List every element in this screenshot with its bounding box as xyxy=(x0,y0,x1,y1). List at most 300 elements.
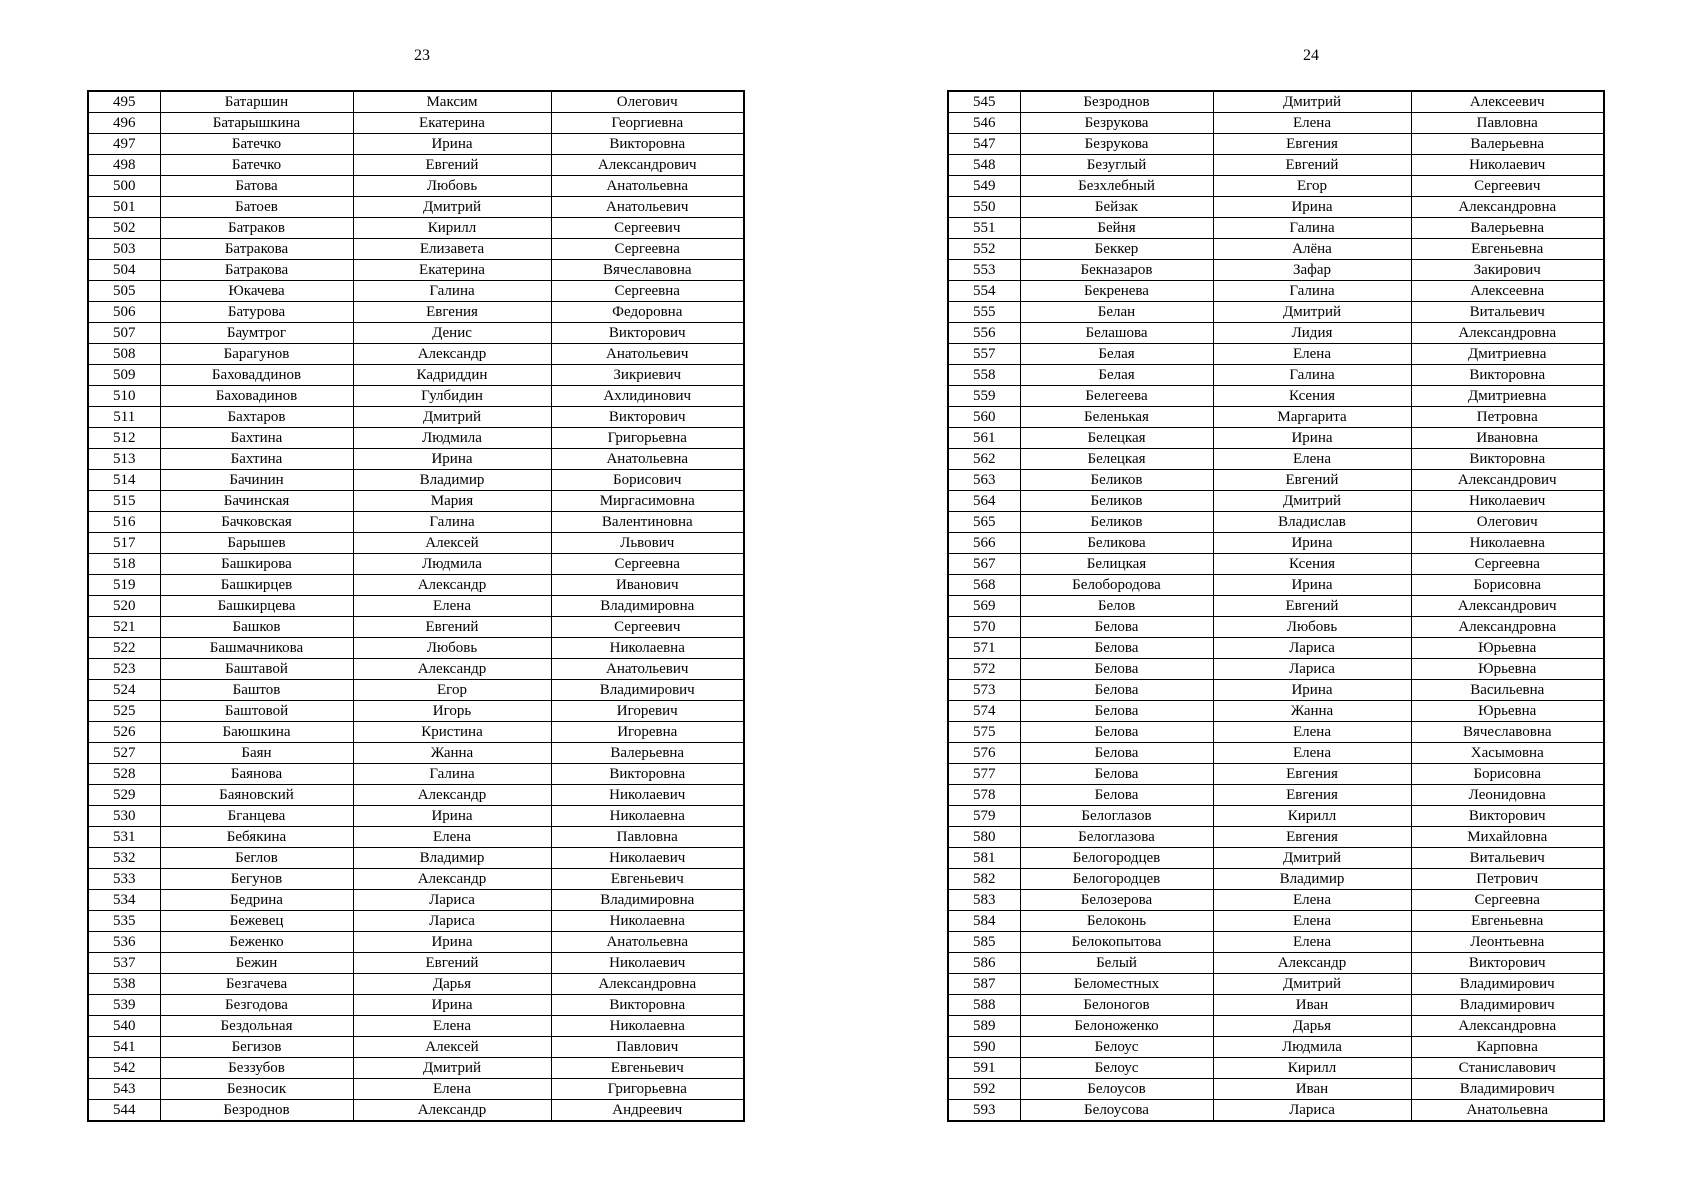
row-number-cell: 579 xyxy=(948,806,1020,827)
patronymic-cell: Валерьевна xyxy=(1411,134,1604,155)
patronymic-cell: Сергеевич xyxy=(551,617,744,638)
table-row xyxy=(948,91,1604,113)
row-number-cell: 557 xyxy=(948,344,1020,365)
row-number-cell: 578 xyxy=(948,785,1020,806)
row-number-cell: 564 xyxy=(948,491,1020,512)
row-number-cell: 567 xyxy=(948,554,1020,575)
patronymic-cell: Ивановна xyxy=(1411,428,1604,449)
row-number-cell: 544 xyxy=(88,1100,160,1122)
patronymic-cell: Зикриевич xyxy=(551,365,744,386)
table-row xyxy=(88,344,744,365)
patronymic-cell: Александровна xyxy=(1411,617,1604,638)
patronymic-cell: Николаевич xyxy=(551,953,744,974)
first-name-cell: Лариса xyxy=(1213,638,1411,659)
patronymic-cell: Борисовна xyxy=(1411,764,1604,785)
last-name-cell: Бахтина xyxy=(160,428,353,449)
table-row xyxy=(948,701,1604,722)
table-row xyxy=(88,449,744,470)
table-row xyxy=(948,848,1604,869)
table-row xyxy=(88,974,744,995)
patronymic-cell: Георгиевна xyxy=(551,113,744,134)
row-number-cell: 536 xyxy=(88,932,160,953)
first-name-cell: Любовь xyxy=(1213,617,1411,638)
table-row xyxy=(88,722,744,743)
patronymic-cell: Александрович xyxy=(1411,470,1604,491)
first-name-cell: Дмитрий xyxy=(353,1058,551,1079)
row-number-cell: 559 xyxy=(948,386,1020,407)
patronymic-cell: Игоревна xyxy=(551,722,744,743)
last-name-cell: Бежевец xyxy=(160,911,353,932)
table-row xyxy=(88,428,744,449)
last-name-cell: Беккер xyxy=(1020,239,1213,260)
table-row xyxy=(948,1058,1604,1079)
last-name-cell: Башкирова xyxy=(160,554,353,575)
first-name-cell: Кирилл xyxy=(1213,806,1411,827)
table-row xyxy=(948,1037,1604,1058)
table-row xyxy=(948,806,1604,827)
last-name-cell: Барышев xyxy=(160,533,353,554)
last-name-cell: Бахтаров xyxy=(160,407,353,428)
last-name-cell: Беженко xyxy=(160,932,353,953)
patronymic-cell: Анатольевич xyxy=(551,197,744,218)
first-name-cell: Елена xyxy=(353,1016,551,1037)
first-name-cell: Ирина xyxy=(353,932,551,953)
row-number-cell: 590 xyxy=(948,1037,1020,1058)
patronymic-cell: Анатольевна xyxy=(551,449,744,470)
row-number-cell: 501 xyxy=(88,197,160,218)
roster-body xyxy=(948,91,1604,1121)
table-row xyxy=(88,281,744,302)
first-name-cell: Евгения xyxy=(1213,134,1411,155)
first-name-cell: Елена xyxy=(1213,890,1411,911)
patronymic-cell: Олегович xyxy=(551,91,744,113)
last-name-cell: Белоглазова xyxy=(1020,827,1213,848)
table-row xyxy=(948,974,1604,995)
first-name-cell: Евгения xyxy=(1213,764,1411,785)
last-name-cell: Белова xyxy=(1020,785,1213,806)
first-name-cell: Алексей xyxy=(353,533,551,554)
table-row xyxy=(948,365,1604,386)
table-row xyxy=(948,743,1604,764)
last-name-cell: Бездольная xyxy=(160,1016,353,1037)
patronymic-cell: Анатольевна xyxy=(1411,1100,1604,1122)
table-row xyxy=(88,470,744,491)
first-name-cell: Галина xyxy=(1213,218,1411,239)
patronymic-cell: Сергеевна xyxy=(551,239,744,260)
first-name-cell: Екатерина xyxy=(353,113,551,134)
last-name-cell: Белогородцев xyxy=(1020,869,1213,890)
first-name-cell: Лариса xyxy=(353,911,551,932)
patronymic-cell: Дмитриевна xyxy=(1411,386,1604,407)
row-number-cell: 504 xyxy=(88,260,160,281)
table-row xyxy=(88,91,744,113)
first-name-cell: Евгений xyxy=(1213,470,1411,491)
table-row xyxy=(948,407,1604,428)
row-number-cell: 518 xyxy=(88,554,160,575)
first-name-cell: Ирина xyxy=(353,995,551,1016)
row-number-cell: 546 xyxy=(948,113,1020,134)
last-name-cell: Безуглый xyxy=(1020,155,1213,176)
row-number-cell: 532 xyxy=(88,848,160,869)
last-name-cell: Белая xyxy=(1020,365,1213,386)
row-number-cell: 576 xyxy=(948,743,1020,764)
table-row xyxy=(88,239,744,260)
last-name-cell: Белый xyxy=(1020,953,1213,974)
patronymic-cell: Хасымовна xyxy=(1411,743,1604,764)
last-name-cell: Безрукова xyxy=(1020,113,1213,134)
patronymic-cell: Михайловна xyxy=(1411,827,1604,848)
row-number-cell: 535 xyxy=(88,911,160,932)
row-number-cell: 550 xyxy=(948,197,1020,218)
table-row xyxy=(948,533,1604,554)
row-number-cell: 583 xyxy=(948,890,1020,911)
table-row xyxy=(948,239,1604,260)
first-name-cell: Ирина xyxy=(353,134,551,155)
patronymic-cell: Валентиновна xyxy=(551,512,744,533)
patronymic-cell: Николаевна xyxy=(1411,533,1604,554)
last-name-cell: Белова xyxy=(1020,617,1213,638)
last-name-cell: Беликов xyxy=(1020,512,1213,533)
table-row xyxy=(948,596,1604,617)
table-row xyxy=(948,554,1604,575)
table-row xyxy=(88,701,744,722)
last-name-cell: Баштовой xyxy=(160,701,353,722)
table-row xyxy=(948,722,1604,743)
table-row xyxy=(948,512,1604,533)
row-number-cell: 529 xyxy=(88,785,160,806)
first-name-cell: Дмитрий xyxy=(1213,302,1411,323)
row-number-cell: 541 xyxy=(88,1037,160,1058)
patronymic-cell: Николаевна xyxy=(551,806,744,827)
row-number-cell: 537 xyxy=(88,953,160,974)
table-row xyxy=(948,932,1604,953)
first-name-cell: Ирина xyxy=(1213,197,1411,218)
patronymic-cell: Витальевич xyxy=(1411,302,1604,323)
patronymic-cell: Николаевна xyxy=(551,911,744,932)
first-name-cell: Алексей xyxy=(353,1037,551,1058)
patronymic-cell: Сергеевна xyxy=(1411,554,1604,575)
last-name-cell: Белова xyxy=(1020,638,1213,659)
last-name-cell: Бебякина xyxy=(160,827,353,848)
last-name-cell: Беликов xyxy=(1020,491,1213,512)
first-name-cell: Дарья xyxy=(1213,1016,1411,1037)
patronymic-cell: Леонидовна xyxy=(1411,785,1604,806)
row-number-cell: 543 xyxy=(88,1079,160,1100)
patronymic-cell: Борисович xyxy=(551,470,744,491)
patronymic-cell: Викторович xyxy=(1411,806,1604,827)
last-name-cell: Юкачева xyxy=(160,281,353,302)
first-name-cell: Александр xyxy=(353,575,551,596)
last-name-cell: Батарышкина xyxy=(160,113,353,134)
first-name-cell: Елена xyxy=(1213,743,1411,764)
roster-body xyxy=(88,91,744,1121)
table-row xyxy=(88,134,744,155)
patronymic-cell: Миргасимовна xyxy=(551,491,744,512)
last-name-cell: Белашова xyxy=(1020,323,1213,344)
patronymic-cell: Викторовна xyxy=(551,134,744,155)
table-row xyxy=(948,1079,1604,1100)
last-name-cell: Безгачева xyxy=(160,974,353,995)
row-number-cell: 503 xyxy=(88,239,160,260)
table-row xyxy=(88,785,744,806)
first-name-cell: Екатерина xyxy=(353,260,551,281)
last-name-cell: Батечко xyxy=(160,155,353,176)
last-name-cell: Баштов xyxy=(160,680,353,701)
first-name-cell: Ирина xyxy=(353,449,551,470)
row-number-cell: 591 xyxy=(948,1058,1020,1079)
last-name-cell: Батурова xyxy=(160,302,353,323)
last-name-cell: Башкирцев xyxy=(160,575,353,596)
page-number: 24 xyxy=(1303,47,1319,64)
last-name-cell: Батова xyxy=(160,176,353,197)
table-row xyxy=(948,428,1604,449)
row-number-cell: 563 xyxy=(948,470,1020,491)
last-name-cell: Белова xyxy=(1020,659,1213,680)
table-row xyxy=(948,953,1604,974)
row-number-cell: 523 xyxy=(88,659,160,680)
first-name-cell: Александр xyxy=(353,785,551,806)
patronymic-cell: Владимировна xyxy=(551,890,744,911)
first-name-cell: Александр xyxy=(353,659,551,680)
patronymic-cell: Григорьевна xyxy=(551,1079,744,1100)
table-row xyxy=(948,302,1604,323)
first-name-cell: Евгения xyxy=(1213,785,1411,806)
row-number-cell: 562 xyxy=(948,449,1020,470)
first-name-cell: Ирина xyxy=(1213,533,1411,554)
first-name-cell: Любовь xyxy=(353,638,551,659)
last-name-cell: Бейзак xyxy=(1020,197,1213,218)
row-number-cell: 577 xyxy=(948,764,1020,785)
first-name-cell: Александр xyxy=(353,344,551,365)
table-row xyxy=(88,512,744,533)
patronymic-cell: Владимирович xyxy=(1411,1079,1604,1100)
last-name-cell: Батоев xyxy=(160,197,353,218)
first-name-cell: Максим xyxy=(353,91,551,113)
row-number-cell: 549 xyxy=(948,176,1020,197)
first-name-cell: Алёна xyxy=(1213,239,1411,260)
row-number-cell: 580 xyxy=(948,827,1020,848)
table-row xyxy=(88,911,744,932)
first-name-cell: Елена xyxy=(1213,449,1411,470)
row-number-cell: 571 xyxy=(948,638,1020,659)
patronymic-cell: Евгеньевич xyxy=(551,869,744,890)
row-number-cell: 531 xyxy=(88,827,160,848)
table-row xyxy=(88,995,744,1016)
table-row xyxy=(88,827,744,848)
first-name-cell: Евгений xyxy=(353,953,551,974)
page-right xyxy=(846,0,1693,1200)
last-name-cell: Белобородова xyxy=(1020,575,1213,596)
first-name-cell: Евгения xyxy=(353,302,551,323)
patronymic-cell: Ахлидинович xyxy=(551,386,744,407)
first-name-cell: Евгений xyxy=(353,155,551,176)
patronymic-cell: Евгеньевна xyxy=(1411,911,1604,932)
first-name-cell: Маргарита xyxy=(1213,407,1411,428)
last-name-cell: Белова xyxy=(1020,743,1213,764)
patronymic-cell: Валерьевна xyxy=(1411,218,1604,239)
first-name-cell: Дмитрий xyxy=(1213,491,1411,512)
last-name-cell: Белова xyxy=(1020,680,1213,701)
row-number-cell: 582 xyxy=(948,869,1020,890)
last-name-cell: Белова xyxy=(1020,701,1213,722)
last-name-cell: Белоус xyxy=(1020,1037,1213,1058)
patronymic-cell: Петровна xyxy=(1411,407,1604,428)
table-row xyxy=(88,386,744,407)
patronymic-cell: Александровна xyxy=(1411,1016,1604,1037)
row-number-cell: 575 xyxy=(948,722,1020,743)
row-number-cell: 569 xyxy=(948,596,1020,617)
patronymic-cell: Викторовна xyxy=(551,764,744,785)
table-row xyxy=(88,155,744,176)
last-name-cell: Беглов xyxy=(160,848,353,869)
table-row xyxy=(948,890,1604,911)
table-row xyxy=(88,302,744,323)
first-name-cell: Ирина xyxy=(1213,575,1411,596)
table-row xyxy=(88,680,744,701)
patronymic-cell: Александрович xyxy=(551,155,744,176)
first-name-cell: Иван xyxy=(1213,995,1411,1016)
patronymic-cell: Владимирович xyxy=(1411,974,1604,995)
table-row xyxy=(88,764,744,785)
first-name-cell: Дарья xyxy=(353,974,551,995)
table-row xyxy=(948,134,1604,155)
patronymic-cell: Борисовна xyxy=(1411,575,1604,596)
patronymic-cell: Евгеньевна xyxy=(1411,239,1604,260)
first-name-cell: Галина xyxy=(1213,365,1411,386)
patronymic-cell: Сергеевна xyxy=(551,554,744,575)
patronymic-cell: Николаевич xyxy=(1411,491,1604,512)
patronymic-cell: Юрьевна xyxy=(1411,638,1604,659)
table-row xyxy=(948,344,1604,365)
patronymic-cell: Васильевна xyxy=(1411,680,1604,701)
last-name-cell: Белан xyxy=(1020,302,1213,323)
row-number-cell: 589 xyxy=(948,1016,1020,1037)
row-number-cell: 502 xyxy=(88,218,160,239)
row-number-cell: 526 xyxy=(88,722,160,743)
first-name-cell: Елена xyxy=(1213,344,1411,365)
table-row xyxy=(948,995,1604,1016)
row-number-cell: 588 xyxy=(948,995,1020,1016)
patronymic-cell: Павловна xyxy=(551,827,744,848)
patronymic-cell: Сергеевна xyxy=(551,281,744,302)
row-number-cell: 519 xyxy=(88,575,160,596)
patronymic-cell: Александровна xyxy=(1411,323,1604,344)
row-number-cell: 505 xyxy=(88,281,160,302)
table-row xyxy=(948,764,1604,785)
row-number-cell: 527 xyxy=(88,743,160,764)
first-name-cell: Лидия xyxy=(1213,323,1411,344)
row-number-cell: 539 xyxy=(88,995,160,1016)
last-name-cell: Беликова xyxy=(1020,533,1213,554)
first-name-cell: Елена xyxy=(1213,113,1411,134)
row-number-cell: 498 xyxy=(88,155,160,176)
patronymic-cell: Владимирович xyxy=(551,680,744,701)
row-number-cell: 558 xyxy=(948,365,1020,386)
row-number-cell: 496 xyxy=(88,113,160,134)
patronymic-cell: Дмитриевна xyxy=(1411,344,1604,365)
row-number-cell: 560 xyxy=(948,407,1020,428)
row-number-cell: 547 xyxy=(948,134,1020,155)
page-number: 23 xyxy=(414,47,430,64)
patronymic-cell: Павловна xyxy=(1411,113,1604,134)
table-row xyxy=(948,1016,1604,1037)
patronymic-cell: Вячеславовна xyxy=(1411,722,1604,743)
table-row xyxy=(948,869,1604,890)
patronymic-cell: Алексеевна xyxy=(1411,281,1604,302)
row-number-cell: 512 xyxy=(88,428,160,449)
first-name-cell: Кадриддин xyxy=(353,365,551,386)
last-name-cell: Бекренева xyxy=(1020,281,1213,302)
last-name-cell: Бегунов xyxy=(160,869,353,890)
first-name-cell: Евгений xyxy=(353,617,551,638)
last-name-cell: Беликов xyxy=(1020,470,1213,491)
row-number-cell: 561 xyxy=(948,428,1020,449)
first-name-cell: Зафар xyxy=(1213,260,1411,281)
first-name-cell: Дмитрий xyxy=(1213,91,1411,113)
last-name-cell: Бедрина xyxy=(160,890,353,911)
patronymic-cell: Николаевич xyxy=(551,848,744,869)
patronymic-cell: Григорьевна xyxy=(551,428,744,449)
first-name-cell: Владимир xyxy=(353,470,551,491)
table-row xyxy=(948,827,1604,848)
last-name-cell: Безгодова xyxy=(160,995,353,1016)
row-number-cell: 584 xyxy=(948,911,1020,932)
last-name-cell: Баяновский xyxy=(160,785,353,806)
table-row xyxy=(948,1100,1604,1122)
row-number-cell: 556 xyxy=(948,323,1020,344)
table-row xyxy=(88,218,744,239)
row-number-cell: 565 xyxy=(948,512,1020,533)
patronymic-cell: Викторовна xyxy=(1411,449,1604,470)
row-number-cell: 587 xyxy=(948,974,1020,995)
table-row xyxy=(88,596,744,617)
patronymic-cell: Карповна xyxy=(1411,1037,1604,1058)
patronymic-cell: Львович xyxy=(551,533,744,554)
table-row xyxy=(948,386,1604,407)
patronymic-cell: Сергеевич xyxy=(551,218,744,239)
first-name-cell: Кирилл xyxy=(353,218,551,239)
row-number-cell: 534 xyxy=(88,890,160,911)
row-number-cell: 514 xyxy=(88,470,160,491)
row-number-cell: 516 xyxy=(88,512,160,533)
first-name-cell: Владимир xyxy=(353,848,551,869)
patronymic-cell: Павлович xyxy=(551,1037,744,1058)
table-row xyxy=(948,680,1604,701)
row-number-cell: 552 xyxy=(948,239,1020,260)
first-name-cell: Жанна xyxy=(353,743,551,764)
row-number-cell: 553 xyxy=(948,260,1020,281)
table-row xyxy=(88,323,744,344)
page-left xyxy=(0,0,846,1200)
patronymic-cell: Анатольевич xyxy=(551,344,744,365)
table-row xyxy=(88,806,744,827)
table-row xyxy=(88,197,744,218)
patronymic-cell: Алексеевич xyxy=(1411,91,1604,113)
roster-table xyxy=(947,90,1605,1122)
row-number-cell: 551 xyxy=(948,218,1020,239)
first-name-cell: Елена xyxy=(1213,932,1411,953)
table-row xyxy=(88,638,744,659)
patronymic-cell: Анатольевна xyxy=(551,176,744,197)
table-row xyxy=(88,1079,744,1100)
table-row xyxy=(948,113,1604,134)
row-number-cell: 540 xyxy=(88,1016,160,1037)
last-name-cell: Белоглазов xyxy=(1020,806,1213,827)
patronymic-cell: Федоровна xyxy=(551,302,744,323)
row-number-cell: 570 xyxy=(948,617,1020,638)
table-row xyxy=(88,617,744,638)
last-name-cell: Белокопытова xyxy=(1020,932,1213,953)
